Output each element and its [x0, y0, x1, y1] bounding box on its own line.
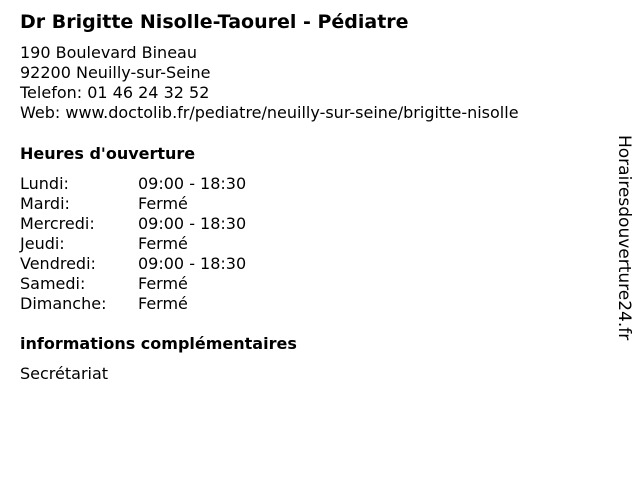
day-label: Jeudi:: [20, 234, 65, 253]
day-hours: 09:00 - 18:30: [138, 254, 247, 273]
hours-row-thursday: [20, 234, 320, 254]
day-hours: Fermé: [138, 294, 188, 313]
phone-number: Telefon: 01 46 24 32 52: [20, 83, 210, 102]
day-label: Mercredi:: [20, 214, 95, 233]
day-label: Samedi:: [20, 274, 86, 293]
hours-row-friday: [20, 254, 320, 274]
day-hours: 09:00 - 18:30: [138, 174, 247, 193]
watermark-text: Horairesdouverture24.fr: [614, 135, 634, 341]
street-address: 190 Boulevard Bineau: [20, 43, 197, 62]
hours-row-sunday: [20, 294, 320, 314]
day-label: Vendredi:: [20, 254, 96, 273]
site-watermark: [612, 135, 636, 345]
additional-info-text: Secrétariat: [20, 364, 109, 383]
day-hours: 09:00 - 18:30: [138, 214, 247, 233]
day-hours: Fermé: [138, 234, 188, 253]
city-address: 92200 Neuilly-sur-Seine: [20, 63, 211, 82]
hours-row-tuesday: [20, 194, 320, 214]
address-block: [20, 43, 519, 123]
hours-row-monday: [20, 174, 320, 194]
day-hours: Fermé: [138, 274, 188, 293]
day-label: Mardi:: [20, 194, 70, 213]
additional-info-heading: informations complémentaires: [20, 334, 297, 353]
opening-hours-list: [20, 174, 320, 314]
day-label: Dimanche:: [20, 294, 107, 313]
opening-hours-heading: Heures d'ouverture: [20, 144, 196, 163]
day-label: Lundi:: [20, 174, 69, 193]
website: Web: www.doctolib.fr/pediatre/neuilly-sur-seine/brigitte-nisolle: [20, 103, 519, 122]
hours-row-wednesday: [20, 214, 320, 234]
page-title: Dr Brigitte Nisolle-Taourel - Pédiatre: [20, 11, 409, 33]
day-hours: Fermé: [138, 194, 188, 213]
hours-row-saturday: [20, 274, 320, 294]
